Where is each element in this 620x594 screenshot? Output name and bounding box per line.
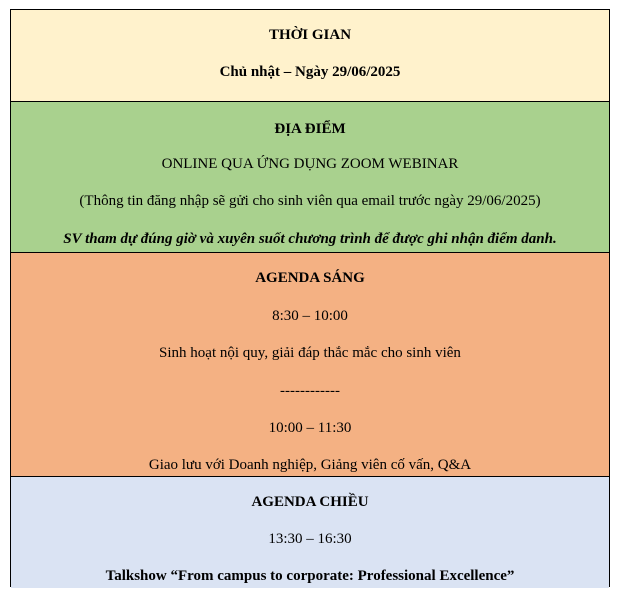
morning-slot2-time: 10:00 – 11:30	[268, 420, 352, 436]
afternoon-agenda-section	[11, 477, 609, 588]
location-section	[11, 102, 609, 253]
time-heading: THỜI GIAN	[268, 27, 352, 43]
morning-slot2-description: Giao lưu với Doanh nghiệp, Giảng viên cố vấn, Q&A	[148, 457, 472, 473]
afternoon-slot-description: Talkshow “From campus to corporate: Professional Excellence”	[105, 568, 515, 584]
attendance-note: SV tham dự đúng giờ và xuyên suốt chương trình để được ghi nhận điểm danh.	[63, 231, 557, 247]
login-note: (Thông tin đăng nhập sẽ gửi cho sinh viên qua email trước ngày 29/06/2025)	[79, 193, 541, 209]
event-date: Chủ nhật – Ngày 29/06/2025	[219, 64, 401, 80]
event-info-table	[10, 9, 610, 587]
time-section	[11, 10, 609, 102]
afternoon-slot-time: 13:30 – 16:30	[268, 531, 352, 547]
morning-heading: AGENDA SÁNG	[255, 270, 365, 286]
morning-agenda-section	[11, 253, 609, 477]
morning-slot1-description: Sinh hoạt nội quy, giải đáp thắc mắc cho sinh viên	[159, 345, 461, 361]
afternoon-heading: AGENDA CHIỀU	[251, 494, 369, 510]
location-platform: ONLINE QUA ỨNG DỤNG ZOOM WEBINAR	[161, 156, 459, 172]
morning-slot1-time: 8:30 – 10:00	[272, 308, 348, 324]
morning-separator: ------------	[280, 383, 340, 399]
location-heading: ĐỊA ĐIỂM	[274, 121, 346, 137]
